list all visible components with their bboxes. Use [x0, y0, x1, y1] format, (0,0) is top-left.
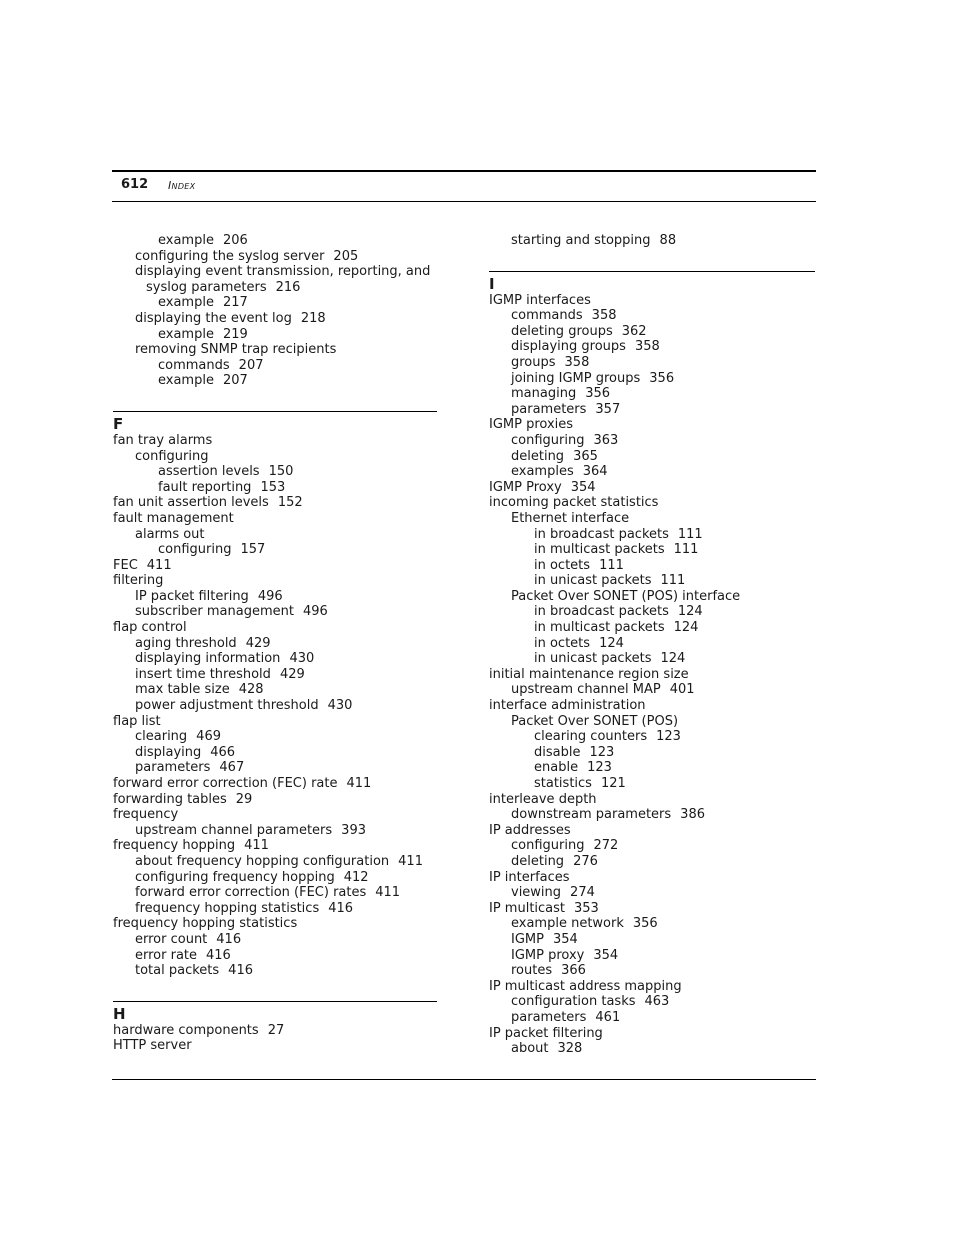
entry-term: syslog parameters — [146, 279, 267, 295]
section-letter: H — [113, 1004, 126, 1023]
index-entry — [113, 373, 437, 389]
index-entry — [113, 480, 437, 496]
section-f — [113, 411, 437, 979]
entry-page-number: 88 — [659, 233, 677, 248]
index-entry — [113, 948, 437, 964]
entry-term: max table size — [135, 682, 230, 698]
entry-page-number: 467 — [219, 760, 245, 776]
section-rule — [113, 1001, 437, 1002]
index-entry — [489, 823, 815, 839]
index-entry — [113, 573, 437, 589]
header-bottom-rule — [112, 201, 816, 202]
entry-page-number: 123 — [656, 729, 681, 745]
section-rule — [113, 411, 437, 412]
entry-term: examples — [511, 464, 574, 480]
index-entry — [489, 636, 815, 652]
index-entry — [113, 495, 437, 511]
entry-term: initial maintenance region size — [489, 666, 689, 682]
index-entry — [113, 264, 437, 280]
section-entries — [113, 433, 437, 979]
entry-term: IP multicast — [489, 900, 566, 916]
entry-page-number: 416 — [206, 947, 231, 963]
entry-term: configuring — [511, 432, 585, 448]
index-entry — [113, 745, 437, 761]
entry-term: removing SNMP trap recipients — [135, 342, 337, 358]
entry-term: statistics — [534, 776, 592, 791]
index-entry — [113, 651, 437, 667]
entry-page-number: 124 — [599, 635, 624, 651]
entry-term: managing — [511, 386, 577, 402]
index-entry — [489, 417, 815, 433]
entry-term: in broadcast packets — [534, 526, 669, 542]
entry-page-number: 411 — [244, 838, 269, 854]
entry-term: Packet Over SONET (POS) interface — [511, 588, 741, 604]
entry-page-number: 428 — [238, 682, 264, 698]
entry-term: deleting — [511, 853, 565, 869]
index-entry — [113, 823, 437, 839]
entry-page-number: 416 — [228, 963, 253, 979]
entry-page-number: 27 — [267, 1022, 285, 1038]
index-entry — [489, 355, 815, 371]
index-entry — [489, 589, 815, 605]
entry-term: Ethernet interface — [511, 510, 630, 526]
entry-page-number: 362 — [621, 323, 647, 339]
entry-page-number: 356 — [632, 916, 658, 932]
entry-term: commands — [511, 308, 583, 324]
index-entry — [113, 249, 437, 265]
entry-term: Packet Over SONET (POS) — [511, 713, 679, 729]
entry-term: downstream parameters — [511, 807, 672, 823]
entry-page-number: 111 — [673, 542, 699, 558]
entry-term: forward error correction (FEC) rates — [135, 885, 367, 901]
entry-term: IP packet filtering — [135, 588, 249, 604]
entry-page-number: 274 — [570, 885, 595, 901]
entry-term: FEC — [113, 557, 138, 573]
entry-term: in broadcast packets — [534, 604, 669, 620]
index-entry — [489, 293, 815, 309]
index-entry — [113, 729, 437, 745]
entry-term: enable — [534, 760, 579, 776]
entry-term: aging threshold — [135, 635, 237, 651]
entry-term: routes — [511, 963, 553, 979]
entry-term: upstream channel parameters — [135, 822, 333, 838]
index-entry — [113, 295, 437, 311]
index-entry — [489, 745, 815, 761]
entry-term: configuration tasks — [511, 994, 636, 1010]
entry-term: total packets — [135, 963, 220, 979]
index-entry — [113, 464, 437, 480]
index-entry — [489, 620, 815, 636]
index-entry — [489, 464, 815, 480]
entry-page-number: 429 — [279, 666, 305, 682]
header-top-rule — [112, 170, 816, 172]
entry-term: fan unit assertion levels — [113, 495, 269, 511]
entry-term: example — [158, 295, 214, 311]
entry-term: IGMP Proxy — [489, 479, 562, 495]
index-entry — [113, 1038, 437, 1054]
entry-term: frequency — [113, 807, 179, 823]
entry-page-number: 206 — [222, 233, 248, 248]
entry-term: in multicast packets — [534, 542, 665, 558]
entry-term: IP multicast address mapping — [489, 978, 682, 994]
section-h — [113, 1001, 437, 1054]
index-entry — [489, 324, 815, 340]
entry-page-number: 469 — [196, 729, 221, 745]
entry-term: insert time threshold — [135, 666, 271, 682]
index-entry — [113, 527, 437, 543]
index-entry — [113, 327, 437, 343]
index-entry — [489, 558, 815, 574]
index-entry — [489, 698, 815, 714]
entry-term: frequency hopping — [113, 838, 236, 854]
entry-page-number: 401 — [669, 682, 695, 698]
continuation-entries — [489, 233, 815, 249]
entry-term: HTTP server — [113, 1038, 192, 1054]
index-entry — [489, 792, 815, 808]
index-entry — [489, 573, 815, 589]
entry-page-number: 411 — [375, 885, 401, 901]
entry-term: IP packet filtering — [489, 1025, 603, 1041]
entry-term: subscriber management — [135, 604, 294, 620]
index-entry — [113, 698, 437, 714]
index-entry — [489, 604, 815, 620]
entry-term: configuring — [511, 838, 585, 854]
index-entry — [489, 948, 815, 964]
index-entry — [489, 480, 815, 496]
index-entry — [113, 963, 437, 979]
entry-page-number: 356 — [585, 386, 611, 402]
entry-page-number: 393 — [341, 822, 366, 838]
index-entry — [489, 542, 815, 558]
entry-page-number: 217 — [222, 295, 248, 311]
index-entry — [489, 838, 815, 854]
entry-term: incoming packet statistics — [489, 495, 659, 511]
index-entry — [489, 1026, 815, 1042]
index-entry — [113, 433, 437, 449]
entry-page-number: 123 — [587, 760, 612, 776]
index-entry — [113, 916, 437, 932]
index-entry — [489, 402, 815, 418]
entry-term: forwarding tables — [113, 791, 227, 807]
index-entry — [489, 854, 815, 870]
entry-page-number: 207 — [238, 357, 264, 373]
entry-page-number: 430 — [289, 651, 315, 667]
entry-term: assertion levels — [158, 464, 260, 480]
entry-page-number: 430 — [327, 698, 353, 714]
entry-term: deleting groups — [511, 323, 613, 339]
entry-term: forward error correction (FEC) rate — [113, 776, 338, 791]
continuation-entries — [113, 233, 437, 389]
index-entry — [489, 449, 815, 465]
entry-term: deleting — [511, 448, 565, 464]
index-entry — [113, 838, 437, 854]
index-entry — [113, 854, 437, 870]
entry-page-number: 219 — [222, 326, 248, 342]
index-entry — [489, 651, 815, 667]
entry-term: commands — [158, 357, 230, 373]
index-entry — [113, 1023, 437, 1039]
entry-page-number: 276 — [573, 853, 598, 869]
entry-term: example — [158, 233, 214, 248]
index-entry — [113, 233, 437, 249]
section-rule — [489, 271, 815, 272]
entry-term: flap control — [113, 620, 187, 636]
entry-term: starting and stopping — [511, 233, 651, 248]
index-entry — [489, 885, 815, 901]
entry-page-number: 152 — [277, 495, 303, 511]
index-entry — [113, 358, 437, 374]
entry-term: configuring — [158, 542, 232, 558]
entry-term: disable — [534, 744, 581, 760]
entry-page-number: 411 — [146, 557, 172, 573]
index-entry — [113, 667, 437, 683]
entry-page-number: 411 — [398, 853, 423, 869]
entry-term: interface administration — [489, 698, 646, 714]
entry-page-number: 358 — [634, 339, 660, 355]
index-entry — [113, 901, 437, 917]
entry-page-number: 29 — [235, 791, 253, 807]
index-entry — [113, 807, 437, 823]
entry-term: about frequency hopping configuration — [135, 853, 390, 869]
section-letter: F — [113, 414, 124, 433]
entry-term: example — [158, 373, 214, 389]
running-title: Index — [168, 179, 196, 192]
index-entry — [113, 932, 437, 948]
entry-page-number: 207 — [222, 373, 248, 389]
entry-page-number: 353 — [574, 900, 599, 916]
index-entry — [113, 449, 437, 465]
index-entry — [489, 511, 815, 527]
entry-term: upstream channel MAP — [511, 682, 661, 698]
entry-term: example network — [511, 916, 624, 932]
index-entry — [489, 729, 815, 745]
index-entry — [113, 885, 437, 901]
index-entry — [489, 433, 815, 449]
entry-term: about — [511, 1041, 549, 1057]
entry-term: viewing — [511, 885, 562, 901]
index-entry — [489, 339, 815, 355]
entry-term: IGMP interfaces — [489, 292, 591, 308]
index-entry — [113, 760, 437, 776]
index-column-right — [489, 233, 815, 1057]
index-entry — [489, 667, 815, 683]
entry-page-number: 358 — [564, 354, 590, 370]
entry-term: in octets — [534, 557, 591, 573]
index-entry — [489, 714, 815, 730]
entry-term: error count — [135, 931, 208, 947]
entry-page-number: 216 — [275, 279, 301, 295]
section-entries — [113, 1023, 437, 1054]
index-entry — [113, 311, 437, 327]
index-entry — [113, 870, 437, 886]
entry-term: fault management — [113, 510, 234, 526]
entry-term: frequency hopping statistics — [113, 916, 298, 932]
entry-page-number: 366 — [561, 963, 586, 979]
index-entry — [489, 308, 815, 324]
entry-term: clearing counters — [534, 729, 648, 745]
index-entry — [489, 776, 815, 792]
entry-page-number: 363 — [593, 432, 619, 448]
index-entry — [113, 558, 437, 574]
index-entry — [113, 776, 437, 792]
index-entry — [489, 807, 815, 823]
entry-term: groups — [511, 354, 556, 370]
entry-page-number: 356 — [649, 370, 675, 386]
entry-page-number: 466 — [210, 744, 236, 760]
entry-page-number: 416 — [328, 900, 354, 916]
index-entry — [489, 870, 815, 886]
index-entry — [113, 280, 437, 296]
entry-page-number: 153 — [260, 479, 286, 495]
entry-term: power adjustment threshold — [135, 698, 319, 714]
index-entry — [113, 542, 437, 558]
entry-page-number: 386 — [680, 807, 705, 823]
entry-term: frequency hopping statistics — [135, 900, 320, 916]
entry-term: in octets — [534, 635, 591, 651]
index-entry — [489, 932, 815, 948]
section-letter: I — [489, 274, 495, 293]
entry-page-number: 123 — [589, 744, 615, 760]
index-entry — [113, 714, 437, 730]
entry-page-number: 496 — [257, 588, 283, 604]
index-entry — [489, 916, 815, 932]
entry-page-number: 111 — [677, 526, 703, 542]
entry-term: configuring — [135, 448, 209, 464]
entry-term: IGMP proxies — [489, 417, 574, 433]
entry-page-number: 124 — [660, 651, 686, 667]
entry-page-number: 411 — [346, 776, 372, 791]
index-entry — [489, 901, 815, 917]
entry-term: in unicast packets — [534, 573, 652, 589]
entry-page-number: 121 — [600, 776, 626, 791]
index-entry — [113, 604, 437, 620]
entry-term: displaying information — [135, 651, 281, 667]
index-entry — [113, 636, 437, 652]
entry-page-number: 157 — [240, 542, 266, 558]
entry-page-number: 124 — [673, 620, 699, 636]
index-entry — [489, 760, 815, 776]
entry-page-number: 354 — [552, 931, 578, 947]
index-entry — [489, 682, 815, 698]
entry-term: interleave depth — [489, 791, 597, 807]
entry-term: displaying the event log — [135, 310, 292, 326]
entry-term: displaying groups — [511, 339, 626, 355]
entry-term: parameters — [511, 401, 587, 417]
index-entry — [113, 589, 437, 605]
entry-term: alarms out — [135, 526, 205, 542]
entry-term: fan tray alarms — [113, 432, 213, 448]
index-entry — [489, 1010, 815, 1026]
entry-term: IP interfaces — [489, 869, 570, 885]
entry-page-number: 357 — [595, 401, 621, 417]
index-entry — [489, 979, 815, 995]
entry-term: hardware components — [113, 1022, 259, 1038]
entry-term: configuring the syslog server — [135, 248, 325, 264]
entry-page-number: 461 — [595, 1009, 621, 1025]
entry-page-number: 111 — [599, 557, 624, 573]
index-entry — [489, 527, 815, 543]
entry-term: flap list — [113, 713, 161, 729]
index-entry — [489, 1041, 815, 1057]
entry-page-number: 365 — [573, 448, 598, 464]
index-entry — [489, 963, 815, 979]
index-entry — [113, 620, 437, 636]
index-entry — [113, 511, 437, 527]
entry-term: displaying — [135, 744, 202, 760]
entry-page-number: 354 — [593, 947, 619, 963]
entry-page-number: 205 — [333, 248, 359, 264]
entry-term: in multicast packets — [534, 620, 665, 636]
entry-page-number: 111 — [660, 573, 686, 589]
entry-term: IP addresses — [489, 822, 571, 838]
index-entry — [489, 994, 815, 1010]
entry-term: configuring frequency hopping — [135, 869, 335, 885]
index-column-left — [113, 233, 437, 1054]
entry-term: displaying event transmission, reporting, and — [135, 264, 431, 280]
entry-page-number: 124 — [677, 604, 703, 620]
entry-term: in unicast packets — [534, 651, 652, 667]
entry-term: fault reporting — [158, 479, 252, 495]
index-entry — [489, 233, 815, 249]
entry-page-number: 429 — [245, 635, 271, 651]
entry-term: example — [158, 326, 214, 342]
entry-page-number: 463 — [644, 994, 670, 1010]
entry-page-number: 150 — [268, 464, 294, 480]
footer-rule — [112, 1079, 816, 1080]
section-entries — [489, 293, 815, 1057]
entry-page-number: 218 — [300, 310, 326, 326]
entry-page-number: 328 — [557, 1041, 583, 1057]
entry-term: joining IGMP groups — [511, 370, 641, 386]
index-entry — [489, 386, 815, 402]
entry-term: clearing — [135, 729, 188, 745]
entry-term: parameters — [511, 1009, 587, 1025]
index-entry — [113, 342, 437, 358]
index-entry — [489, 371, 815, 387]
entry-term: parameters — [135, 760, 211, 776]
entry-page-number: 364 — [582, 464, 608, 480]
page-number: 612 — [121, 177, 149, 192]
index-entry — [113, 792, 437, 808]
entry-term: IGMP proxy — [511, 947, 585, 963]
section-i — [489, 271, 815, 1057]
entry-term: IGMP — [511, 931, 544, 947]
index-entry — [489, 495, 815, 511]
entry-page-number: 496 — [302, 604, 328, 620]
entry-page-number: 412 — [343, 869, 369, 885]
entry-page-number: 272 — [593, 838, 619, 854]
index-entry — [113, 682, 437, 698]
entry-page-number: 358 — [591, 308, 617, 324]
entry-term: error rate — [135, 947, 198, 963]
entry-page-number: 416 — [216, 931, 242, 947]
entry-page-number: 354 — [570, 479, 596, 495]
entry-term: filtering — [113, 573, 164, 589]
